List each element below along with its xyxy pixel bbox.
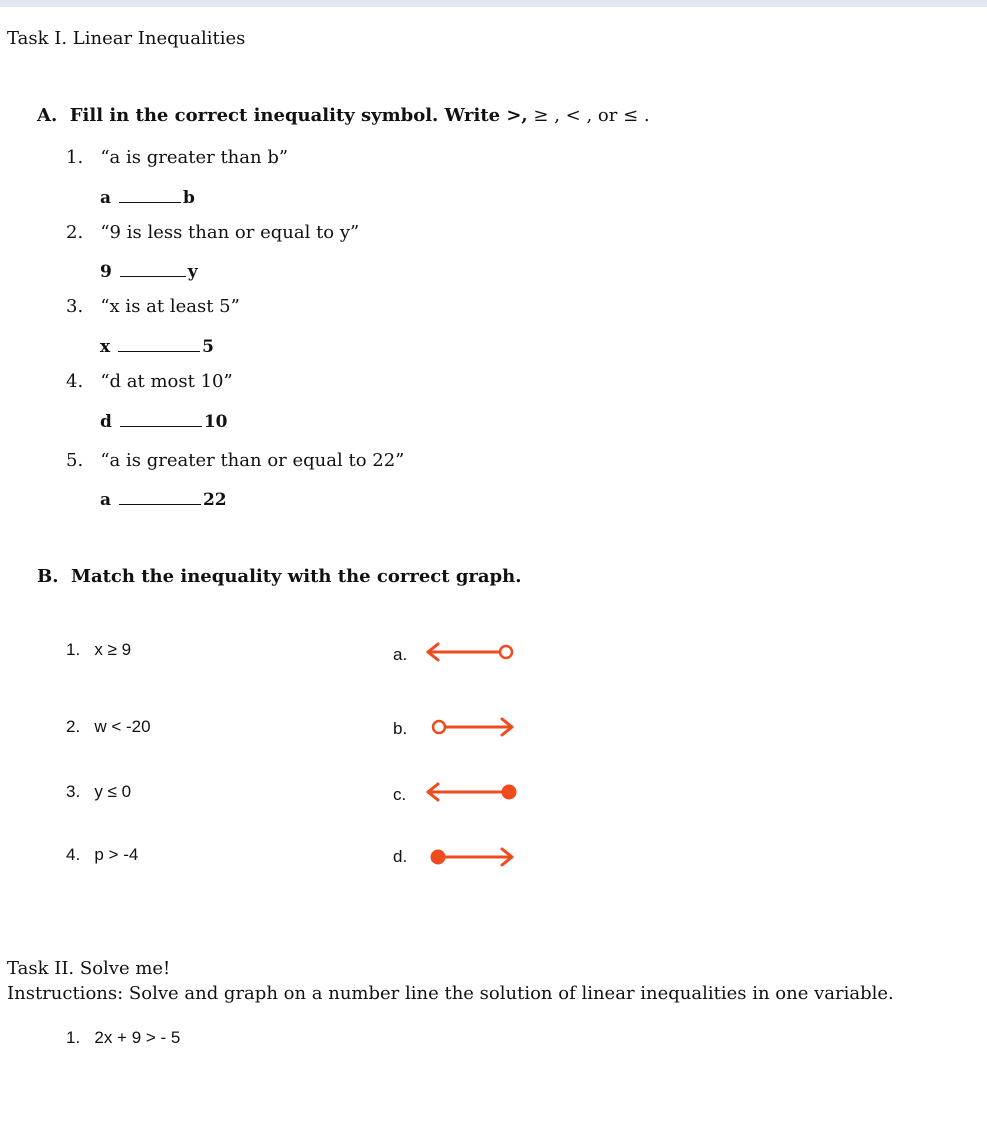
item-a5 [66,450,404,471]
match-item-1 [66,640,131,660]
inequality-text: w < -20 [94,717,151,736]
blank-row-1 [100,188,195,208]
item-number: 1. [66,1028,81,1047]
graph-letter-d: d. [393,847,408,866]
graph-c-closed-left-arrow [424,780,520,804]
blank-right: y [187,262,198,282]
item-text: “9 is less than or equal to y” [100,222,360,243]
item-text: “a is greater than b” [100,147,289,168]
item-number: 2. [66,222,84,243]
section-b-heading: B. Match the inequality with the correct graph. [37,566,522,587]
inequality-text: p > -4 [94,845,139,864]
match-item-3 [66,782,131,802]
item-number: 5. [66,450,84,471]
answer-blank[interactable] [119,503,201,505]
blank-right: 22 [202,490,227,510]
item-number: 4. [66,845,81,864]
item-number: 3. [66,782,81,801]
graph-letter-b: b. [393,719,408,738]
top-divider [0,0,987,7]
inequality-text: x ≥ 9 [94,640,132,659]
equation-text: 2x + 9 > - 5 [94,1028,181,1047]
item-text: “x is at least 5” [100,296,240,317]
blank-left: a [100,188,112,208]
item-a2 [66,222,359,243]
inequality-text: y ≤ 0 [94,782,132,801]
section-a-heading-symbols: ≥ , < , or ≤ . [527,105,650,126]
blank-left: d [100,412,112,432]
item-text: “a is greater than or equal to 22” [100,450,405,471]
item-number: 2. [66,717,81,736]
blank-row-5 [100,490,227,510]
graph-letter-a: a. [393,645,408,664]
graph-a-open-left-arrow [424,640,520,664]
blank-row-2 [100,262,198,282]
item-number: 1. [66,147,84,168]
blank-right: 5 [202,337,214,357]
item-text: “d at most 10” [100,371,233,392]
task1-title: Task I. Linear Inequalities [7,28,246,49]
match-item-2 [66,717,151,737]
blank-row-3 [100,337,214,357]
answer-blank[interactable] [120,275,186,277]
graph-b-open-right-arrow [430,715,526,739]
blank-left: 9 [100,262,112,282]
item-number: 1. [66,640,81,659]
item-a1 [66,147,288,168]
graph-letter-c: c. [393,785,407,804]
item-a3 [66,296,240,317]
match-item-4 [66,845,138,865]
task2-item-1 [66,1028,180,1048]
section-a-heading [37,105,650,126]
item-number: 4. [66,371,84,392]
graph-d-closed-right-arrow [428,845,524,869]
answer-blank[interactable] [118,350,200,352]
task2-instructions: Instructions: Solve and graph on a number line the solution of linear inequalities in one variable. [7,983,894,1004]
item-a4 [66,371,233,392]
blank-right: 10 [203,412,228,432]
answer-blank[interactable] [119,201,181,203]
answer-blank[interactable] [120,425,202,427]
item-number: 3. [66,296,84,317]
blank-right: b [182,188,195,208]
task2-title: Task II. Solve me! [7,958,171,979]
blank-left: x [100,337,111,357]
blank-left: a [100,490,112,510]
blank-row-4 [100,412,227,432]
section-a-heading-bold: A. Fill in the correct inequality symbol. Write >, [37,105,528,126]
